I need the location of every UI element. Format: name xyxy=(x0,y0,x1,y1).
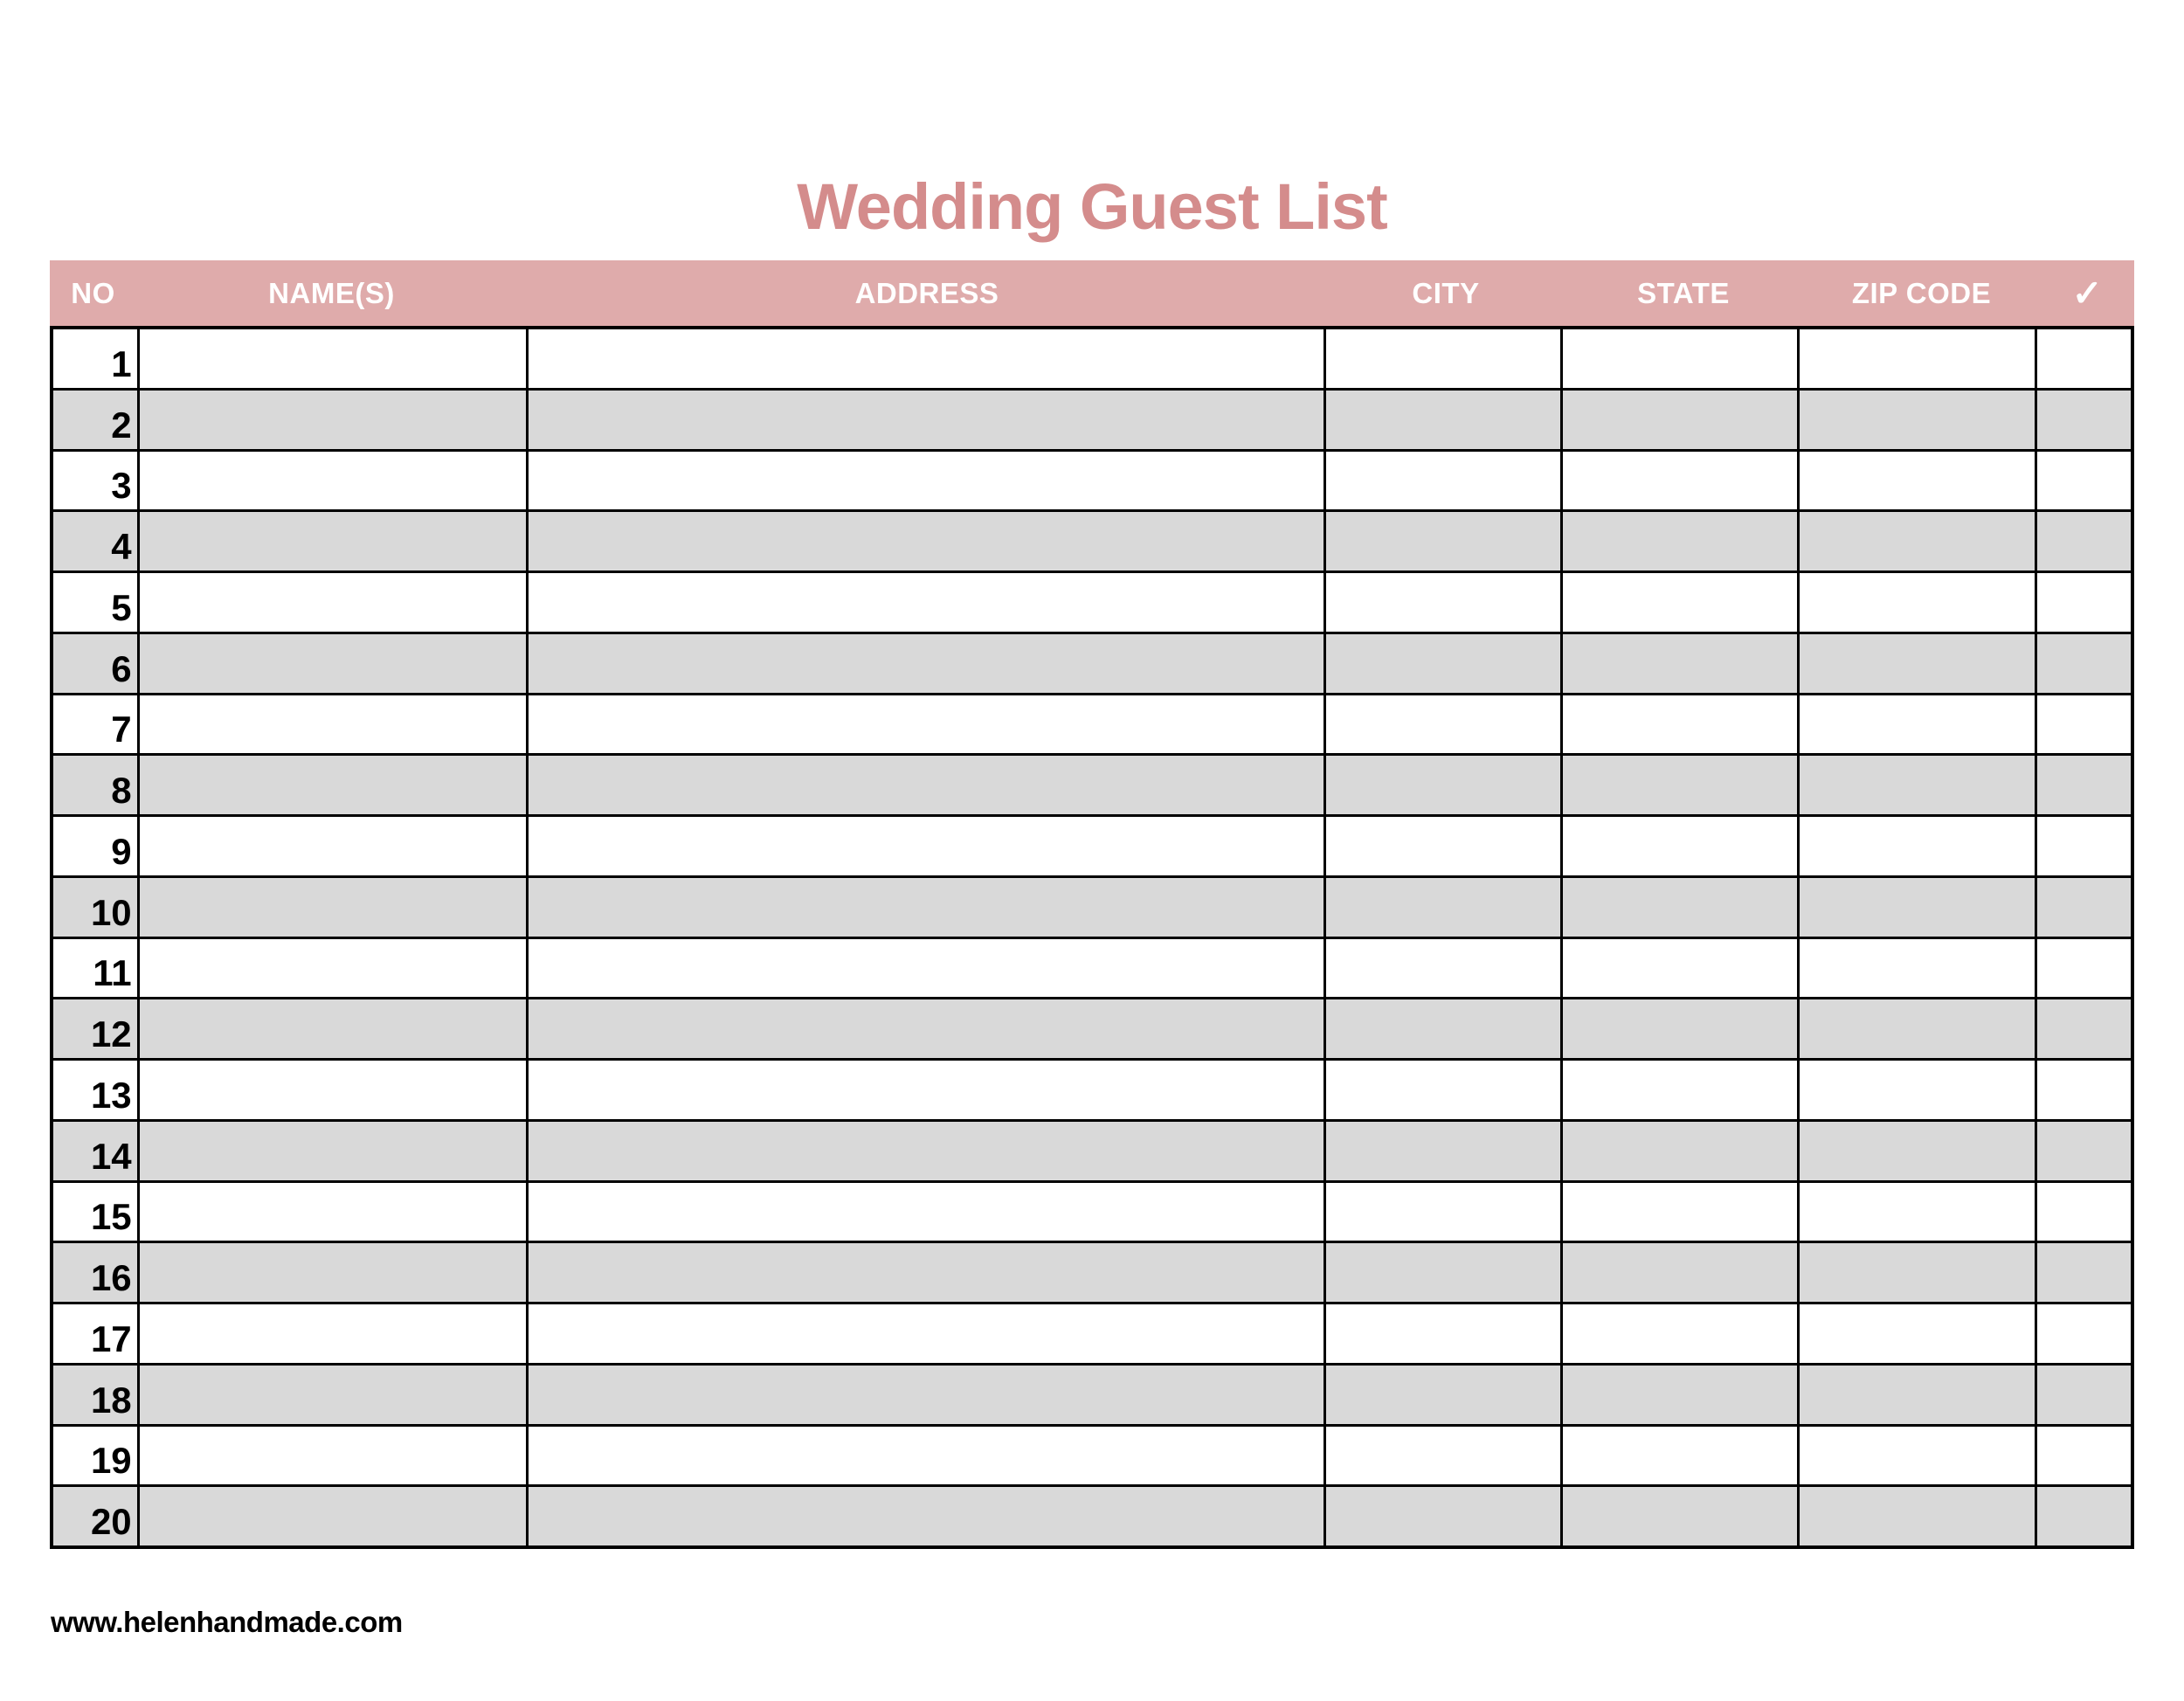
address-cell[interactable] xyxy=(529,329,1326,388)
zip-cell[interactable] xyxy=(1800,1243,2037,1302)
check-cell[interactable] xyxy=(2037,1487,2131,1545)
table-row xyxy=(53,1183,2131,1244)
check-cell[interactable] xyxy=(2037,1122,2131,1180)
table-row xyxy=(53,1366,2131,1427)
row-number-cell: 15 xyxy=(53,1183,140,1241)
state-cell[interactable] xyxy=(1563,1487,1800,1545)
zip-cell[interactable] xyxy=(1800,329,2037,388)
table-row xyxy=(53,1243,2131,1304)
state-cell[interactable] xyxy=(1563,939,1800,998)
address-cell[interactable] xyxy=(529,878,1326,937)
row-number-cell: 8 xyxy=(53,756,140,814)
names-cell[interactable] xyxy=(140,1122,529,1180)
row-number-cell: 20 xyxy=(53,1487,140,1545)
row-number-cell: 6 xyxy=(53,634,140,693)
table-row xyxy=(53,756,2131,817)
check-cell[interactable] xyxy=(2037,329,2131,388)
check-cell[interactable] xyxy=(2037,634,2131,693)
city-cell[interactable] xyxy=(1326,512,1563,570)
check-cell[interactable] xyxy=(2037,1366,2131,1424)
address-cell[interactable] xyxy=(529,695,1326,754)
check-cell[interactable] xyxy=(2037,756,2131,814)
row-number-cell: 9 xyxy=(53,817,140,875)
col-header-state: STATE xyxy=(1637,276,1730,309)
city-cell[interactable] xyxy=(1326,1366,1563,1424)
zip-cell[interactable] xyxy=(1800,1427,2037,1485)
check-cell[interactable] xyxy=(2037,1243,2131,1302)
city-cell[interactable] xyxy=(1326,1304,1563,1363)
zip-cell[interactable] xyxy=(1800,1061,2037,1119)
zip-cell[interactable] xyxy=(1800,1366,2037,1424)
table-row xyxy=(53,878,2131,939)
address-cell[interactable] xyxy=(529,1427,1326,1485)
check-cell[interactable] xyxy=(2037,1427,2131,1485)
zip-cell[interactable] xyxy=(1800,573,2037,632)
names-cell[interactable] xyxy=(140,1487,529,1545)
check-cell[interactable] xyxy=(2037,512,2131,570)
names-cell[interactable] xyxy=(140,756,529,814)
city-cell[interactable] xyxy=(1326,878,1563,937)
state-cell[interactable] xyxy=(1563,1183,1800,1241)
row-number-cell: 18 xyxy=(53,1366,140,1424)
state-cell[interactable] xyxy=(1563,329,1800,388)
names-cell[interactable] xyxy=(140,452,529,510)
city-cell[interactable] xyxy=(1326,391,1563,449)
zip-cell[interactable] xyxy=(1800,391,2037,449)
names-cell[interactable] xyxy=(140,695,529,754)
address-cell[interactable] xyxy=(529,999,1326,1058)
city-cell[interactable] xyxy=(1326,939,1563,998)
table-row xyxy=(53,452,2131,513)
address-cell[interactable] xyxy=(529,1183,1326,1241)
state-cell[interactable] xyxy=(1563,1304,1800,1363)
col-header-address: ADDRESS xyxy=(854,276,999,309)
table-row xyxy=(53,1304,2131,1366)
names-cell[interactable] xyxy=(140,634,529,693)
state-cell[interactable] xyxy=(1563,1243,1800,1302)
city-cell[interactable] xyxy=(1326,695,1563,754)
address-cell[interactable] xyxy=(529,512,1326,570)
names-cell[interactable] xyxy=(140,391,529,449)
city-cell[interactable] xyxy=(1326,1122,1563,1180)
table-row xyxy=(53,939,2131,1000)
row-number-cell: 4 xyxy=(53,512,140,570)
state-cell[interactable] xyxy=(1563,391,1800,449)
check-cell[interactable] xyxy=(2037,1304,2131,1363)
row-number-cell: 12 xyxy=(53,999,140,1058)
check-cell[interactable] xyxy=(2037,1183,2131,1241)
page-title: Wedding Guest List xyxy=(797,170,1387,243)
row-number-cell: 14 xyxy=(53,1122,140,1180)
table-header-row xyxy=(50,260,2134,326)
check-cell[interactable] xyxy=(2037,999,2131,1058)
city-cell[interactable] xyxy=(1326,1061,1563,1119)
row-number-cell: 11 xyxy=(53,939,140,998)
state-cell[interactable] xyxy=(1563,756,1800,814)
names-cell[interactable] xyxy=(140,512,529,570)
zip-cell[interactable] xyxy=(1800,695,2037,754)
city-cell[interactable] xyxy=(1326,817,1563,875)
check-cell[interactable] xyxy=(2037,817,2131,875)
state-cell[interactable] xyxy=(1563,878,1800,937)
col-header-zip: ZIP CODE xyxy=(1851,276,1992,309)
state-cell[interactable] xyxy=(1563,512,1800,570)
table-row xyxy=(53,1061,2131,1122)
city-cell[interactable] xyxy=(1326,452,1563,510)
table-row xyxy=(53,573,2131,634)
row-number-cell: 17 xyxy=(53,1304,140,1363)
check-cell[interactable] xyxy=(2037,452,2131,510)
check-cell[interactable] xyxy=(2037,939,2131,998)
address-cell[interactable] xyxy=(529,1122,1326,1180)
names-cell[interactable] xyxy=(140,878,529,937)
city-cell[interactable] xyxy=(1326,573,1563,632)
state-cell[interactable] xyxy=(1563,695,1800,754)
state-cell[interactable] xyxy=(1563,999,1800,1058)
row-number-cell: 1 xyxy=(53,329,140,388)
zip-cell[interactable] xyxy=(1800,452,2037,510)
city-cell[interactable] xyxy=(1326,999,1563,1058)
check-cell[interactable] xyxy=(2037,573,2131,632)
table-row xyxy=(53,1427,2131,1488)
address-cell[interactable] xyxy=(529,1243,1326,1302)
names-cell[interactable] xyxy=(140,999,529,1058)
table-row xyxy=(53,817,2131,878)
zip-cell[interactable] xyxy=(1800,512,2037,570)
table-row xyxy=(53,695,2131,757)
col-header-names: NAME(S) xyxy=(268,276,395,309)
row-number-cell: 2 xyxy=(53,391,140,449)
address-cell[interactable] xyxy=(529,391,1326,449)
address-cell[interactable] xyxy=(529,452,1326,510)
row-number-cell: 3 xyxy=(53,452,140,510)
names-cell[interactable] xyxy=(140,1243,529,1302)
check-cell[interactable] xyxy=(2037,391,2131,449)
zip-cell[interactable] xyxy=(1800,1304,2037,1363)
table-row xyxy=(53,634,2131,695)
state-cell[interactable] xyxy=(1563,573,1800,632)
table-row xyxy=(53,329,2131,391)
row-number-cell: 7 xyxy=(53,695,140,754)
names-cell[interactable] xyxy=(140,939,529,998)
address-cell[interactable] xyxy=(529,1061,1326,1119)
zip-cell[interactable] xyxy=(1800,1487,2037,1545)
address-cell[interactable] xyxy=(529,1366,1326,1424)
state-cell[interactable] xyxy=(1563,1061,1800,1119)
website-url: www.helenhandmade.com xyxy=(51,1606,403,1638)
check-cell[interactable] xyxy=(2037,695,2131,754)
names-cell[interactable] xyxy=(140,1061,529,1119)
state-cell[interactable] xyxy=(1563,1122,1800,1180)
names-cell[interactable] xyxy=(140,1427,529,1485)
zip-cell[interactable] xyxy=(1800,817,2037,875)
zip-cell[interactable] xyxy=(1800,1183,2037,1241)
state-cell[interactable] xyxy=(1563,452,1800,510)
col-header-no: NO xyxy=(71,276,115,309)
row-number-cell: 13 xyxy=(53,1061,140,1119)
address-cell[interactable] xyxy=(529,939,1326,998)
table-row xyxy=(53,512,2131,573)
names-cell[interactable] xyxy=(140,329,529,388)
row-number-cell: 19 xyxy=(53,1427,140,1485)
state-cell[interactable] xyxy=(1563,634,1800,693)
address-cell[interactable] xyxy=(529,634,1326,693)
row-number-cell: 10 xyxy=(53,878,140,937)
checkmark-icon: ✓ xyxy=(2071,273,2104,314)
zip-cell[interactable] xyxy=(1800,634,2037,693)
zip-cell[interactable] xyxy=(1800,939,2037,998)
zip-cell[interactable] xyxy=(1800,756,2037,814)
names-cell[interactable] xyxy=(140,1366,529,1424)
city-cell[interactable] xyxy=(1326,329,1563,388)
table-row xyxy=(53,999,2131,1061)
state-cell[interactable] xyxy=(1563,817,1800,875)
names-cell[interactable] xyxy=(140,1183,529,1241)
table-row xyxy=(53,1487,2131,1545)
zip-cell[interactable] xyxy=(1800,999,2037,1058)
check-cell[interactable] xyxy=(2037,1061,2131,1119)
address-cell[interactable] xyxy=(529,756,1326,814)
check-cell[interactable] xyxy=(2037,878,2131,937)
names-cell[interactable] xyxy=(140,573,529,632)
city-cell[interactable] xyxy=(1326,1487,1563,1545)
zip-cell[interactable] xyxy=(1800,878,2037,937)
address-cell[interactable] xyxy=(529,573,1326,632)
address-cell[interactable] xyxy=(529,817,1326,875)
table-row xyxy=(53,1122,2131,1183)
names-cell[interactable] xyxy=(140,1304,529,1363)
table-row xyxy=(53,391,2131,452)
city-cell[interactable] xyxy=(1326,1183,1563,1241)
city-cell[interactable] xyxy=(1326,1427,1563,1485)
city-cell[interactable] xyxy=(1326,756,1563,814)
address-cell[interactable] xyxy=(529,1304,1326,1363)
state-cell[interactable] xyxy=(1563,1427,1800,1485)
names-cell[interactable] xyxy=(140,817,529,875)
row-number-cell: 16 xyxy=(53,1243,140,1302)
row-number-cell: 5 xyxy=(53,573,140,632)
city-cell[interactable] xyxy=(1326,1243,1563,1302)
city-cell[interactable] xyxy=(1326,634,1563,693)
guest-table-body xyxy=(50,326,2134,1549)
state-cell[interactable] xyxy=(1563,1366,1800,1424)
zip-cell[interactable] xyxy=(1800,1122,2037,1180)
col-header-city: CITY xyxy=(1412,276,1480,309)
address-cell[interactable] xyxy=(529,1487,1326,1545)
